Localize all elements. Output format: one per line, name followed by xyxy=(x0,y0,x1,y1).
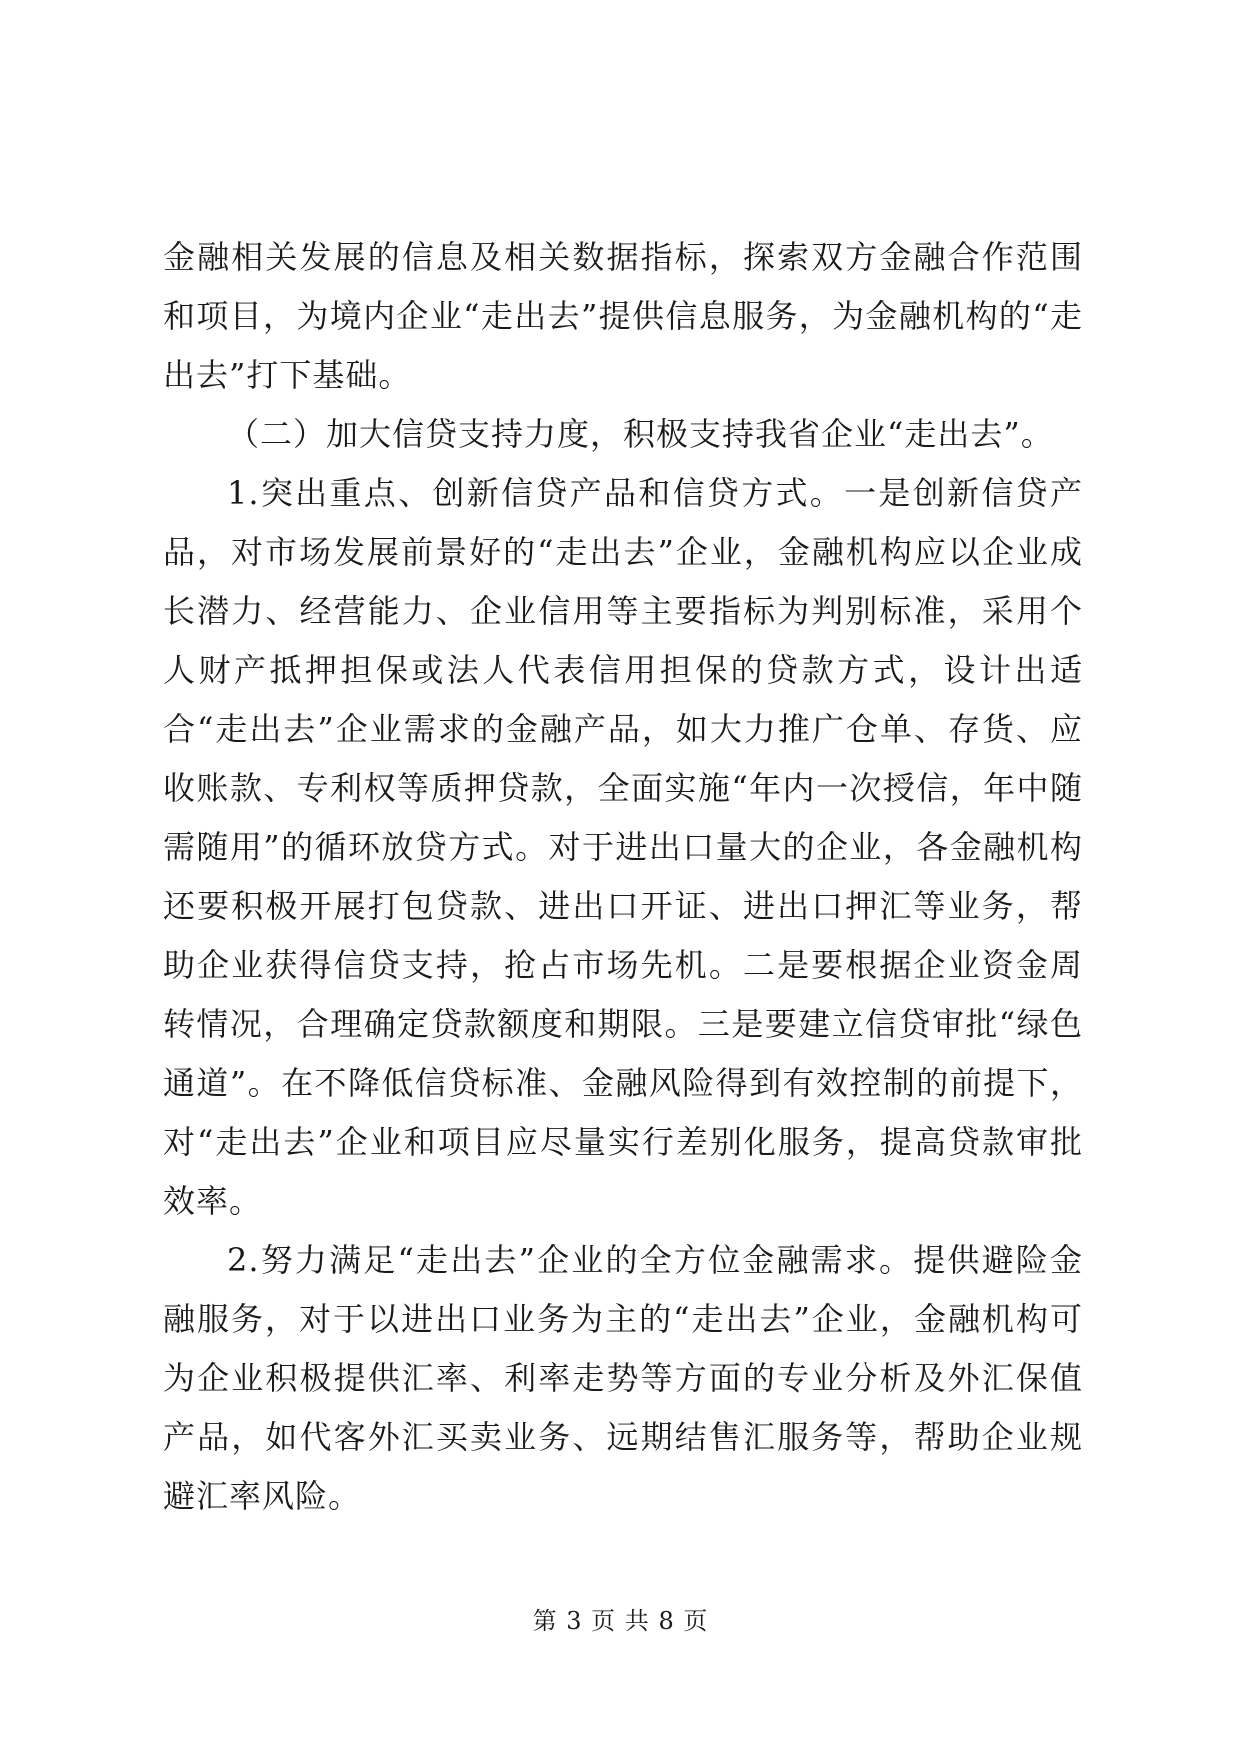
paragraph-item-1: 1.突出重点、创新信贷产品和信贷方式。一是创新信贷产品，对市场发展前景好的“走出去”企业，金融机构应以企业成长潜力、经营能力、企业信用等主要指标为判别标准，采用个人财产抵押担保或法人代表信用担保的贷款方式，设计出适合“走出去”企业需求的金融产品，如大力推广仓单、存货、应收账款、专利权等质押贷款，全面实施“年内一次授信，年中随需随用”的循环放贷方式。对于进出口量大的企业，各金融机构还要积极开展打包贷款、进出口开证、进出口押汇等业务，帮助企业获得信贷支持，抢占市场先机。二是要根据企业资金周转情况，合理确定贷款额度和期限。三是要建立信贷审批“绿色通道”。在不降低信贷标准、金融风险得到有效控制的前提下，对“走出去”企业和项目应尽量实行差别化服务，提高贷款审批效率。 xyxy=(163,474,1083,1220)
document-body xyxy=(163,228,1083,1526)
section-heading: （二）加大信贷支持力度，积极支持我省企业“走出去”。 xyxy=(227,415,1054,453)
page-footer: 第 3 页 共 8 页 xyxy=(532,1607,709,1635)
paragraph-continued: 金融相关发展的信息及相关数据指标，探索双方金融合作范围和项目，为境内企业“走出去”提供信息服务，为金融机构的“走出去”打下基础。 xyxy=(163,238,1083,394)
paragraph-item-2: 2.努力满足“走出去”企业的全方位金融需求。提供避险金融服务，对于以进出口业务为主的“走出去”企业，金融机构可为企业积极提供汇率、利率走势等方面的专业分析及外汇保值产品，如代客外汇买卖业务、远期结售汇服务等，帮助企业规避汇率风险。 xyxy=(163,1241,1083,1515)
